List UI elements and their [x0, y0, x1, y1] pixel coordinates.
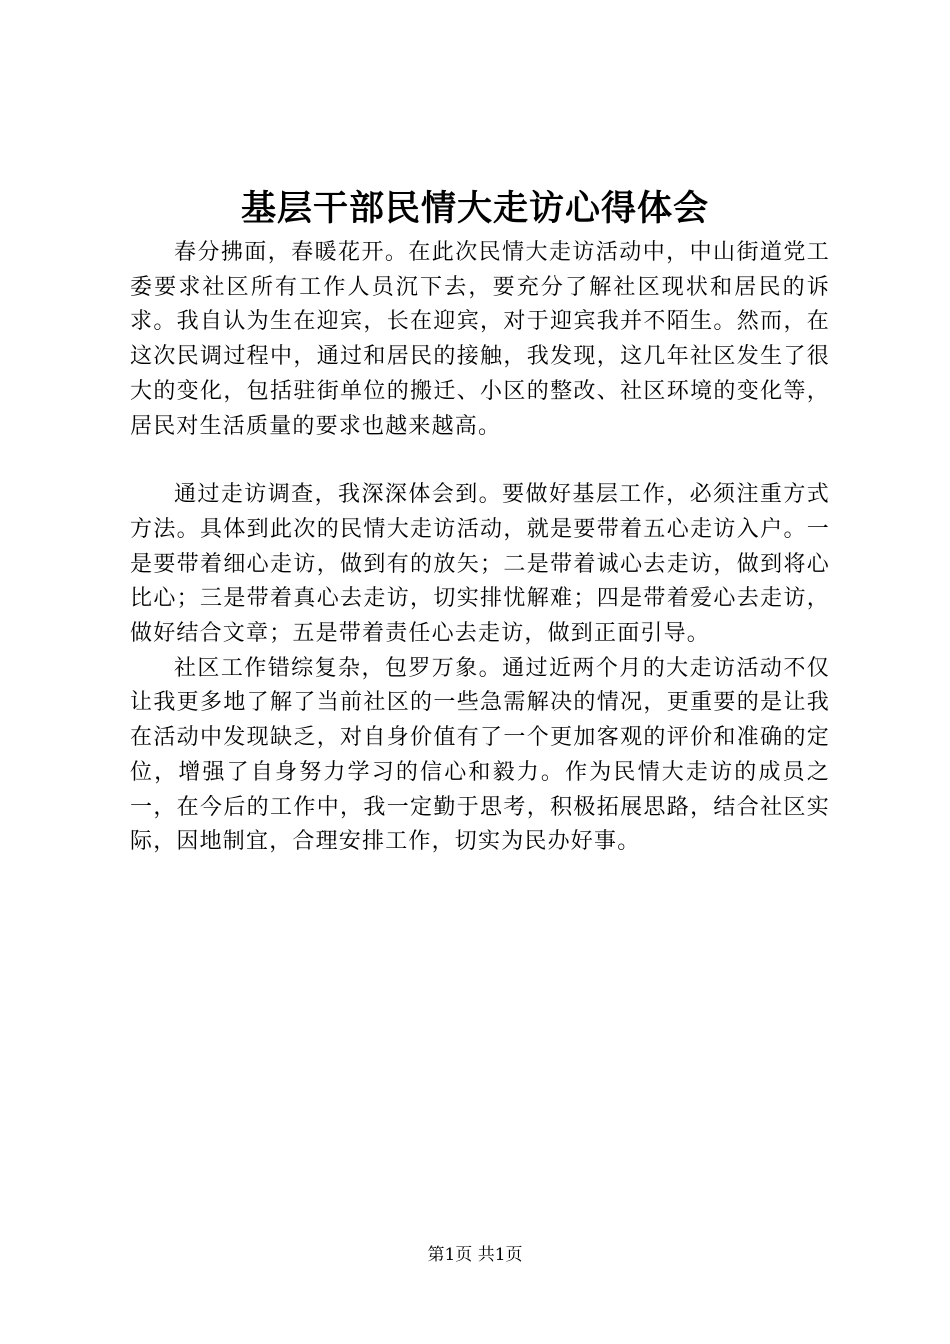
paragraph-3: 社区工作错综复杂，包罗万象。通过近两个月的大走访活动不仅让我更多地了解了当前社区的一些急需解决的情况，更重要的是让我在活动中发现缺乏，对自身价值有了一个更加客观的评价和准确的定位，增强了自身努力学习的信心和毅力。作为民情大走访的成员之一，在今后的工作中，我一定勤于思考，积极拓展思路，结合社区实际，因地制宜，合理安排工作，切实为民办好事。 — [130, 655, 830, 855]
page-number-footer: 第1页 共1页 — [427, 1245, 523, 1265]
document-body — [130, 236, 830, 860]
paragraph-1: 春分拂面，春暖花开。在此次民情大走访活动中，中山街道党工委要求社区所有工作人员沉下去，要充分了解社区现状和居民的诉求。我自认为生在迎宾，长在迎宾，对于迎宾我并不陌生。然而，在这次民调过程中，通过和居民的接触，我发现，这几年社区发生了很大的变化，包括驻街单位的搬迁、小区的整改、社区环境的变化等，居民对生活质量的要求也越来越高。 — [130, 240, 830, 439]
paragraph-2: 通过走访调查，我深深体会到。要做好基层工作，必须注重方式方法。具体到此次的民情大走访活动，就是要带着五心走访入户。一是要带着细心走访，做到有的放矢；二是带着诚心去走访，做到将心比心；三是带着真心去走访，切实排忧解难；四是带着爱心去走访，做好结合文章；五是带着责任心去走访，做到正面引导。 — [130, 482, 830, 647]
document-title: 基层干部民情大走访心得体会 — [240, 188, 709, 229]
